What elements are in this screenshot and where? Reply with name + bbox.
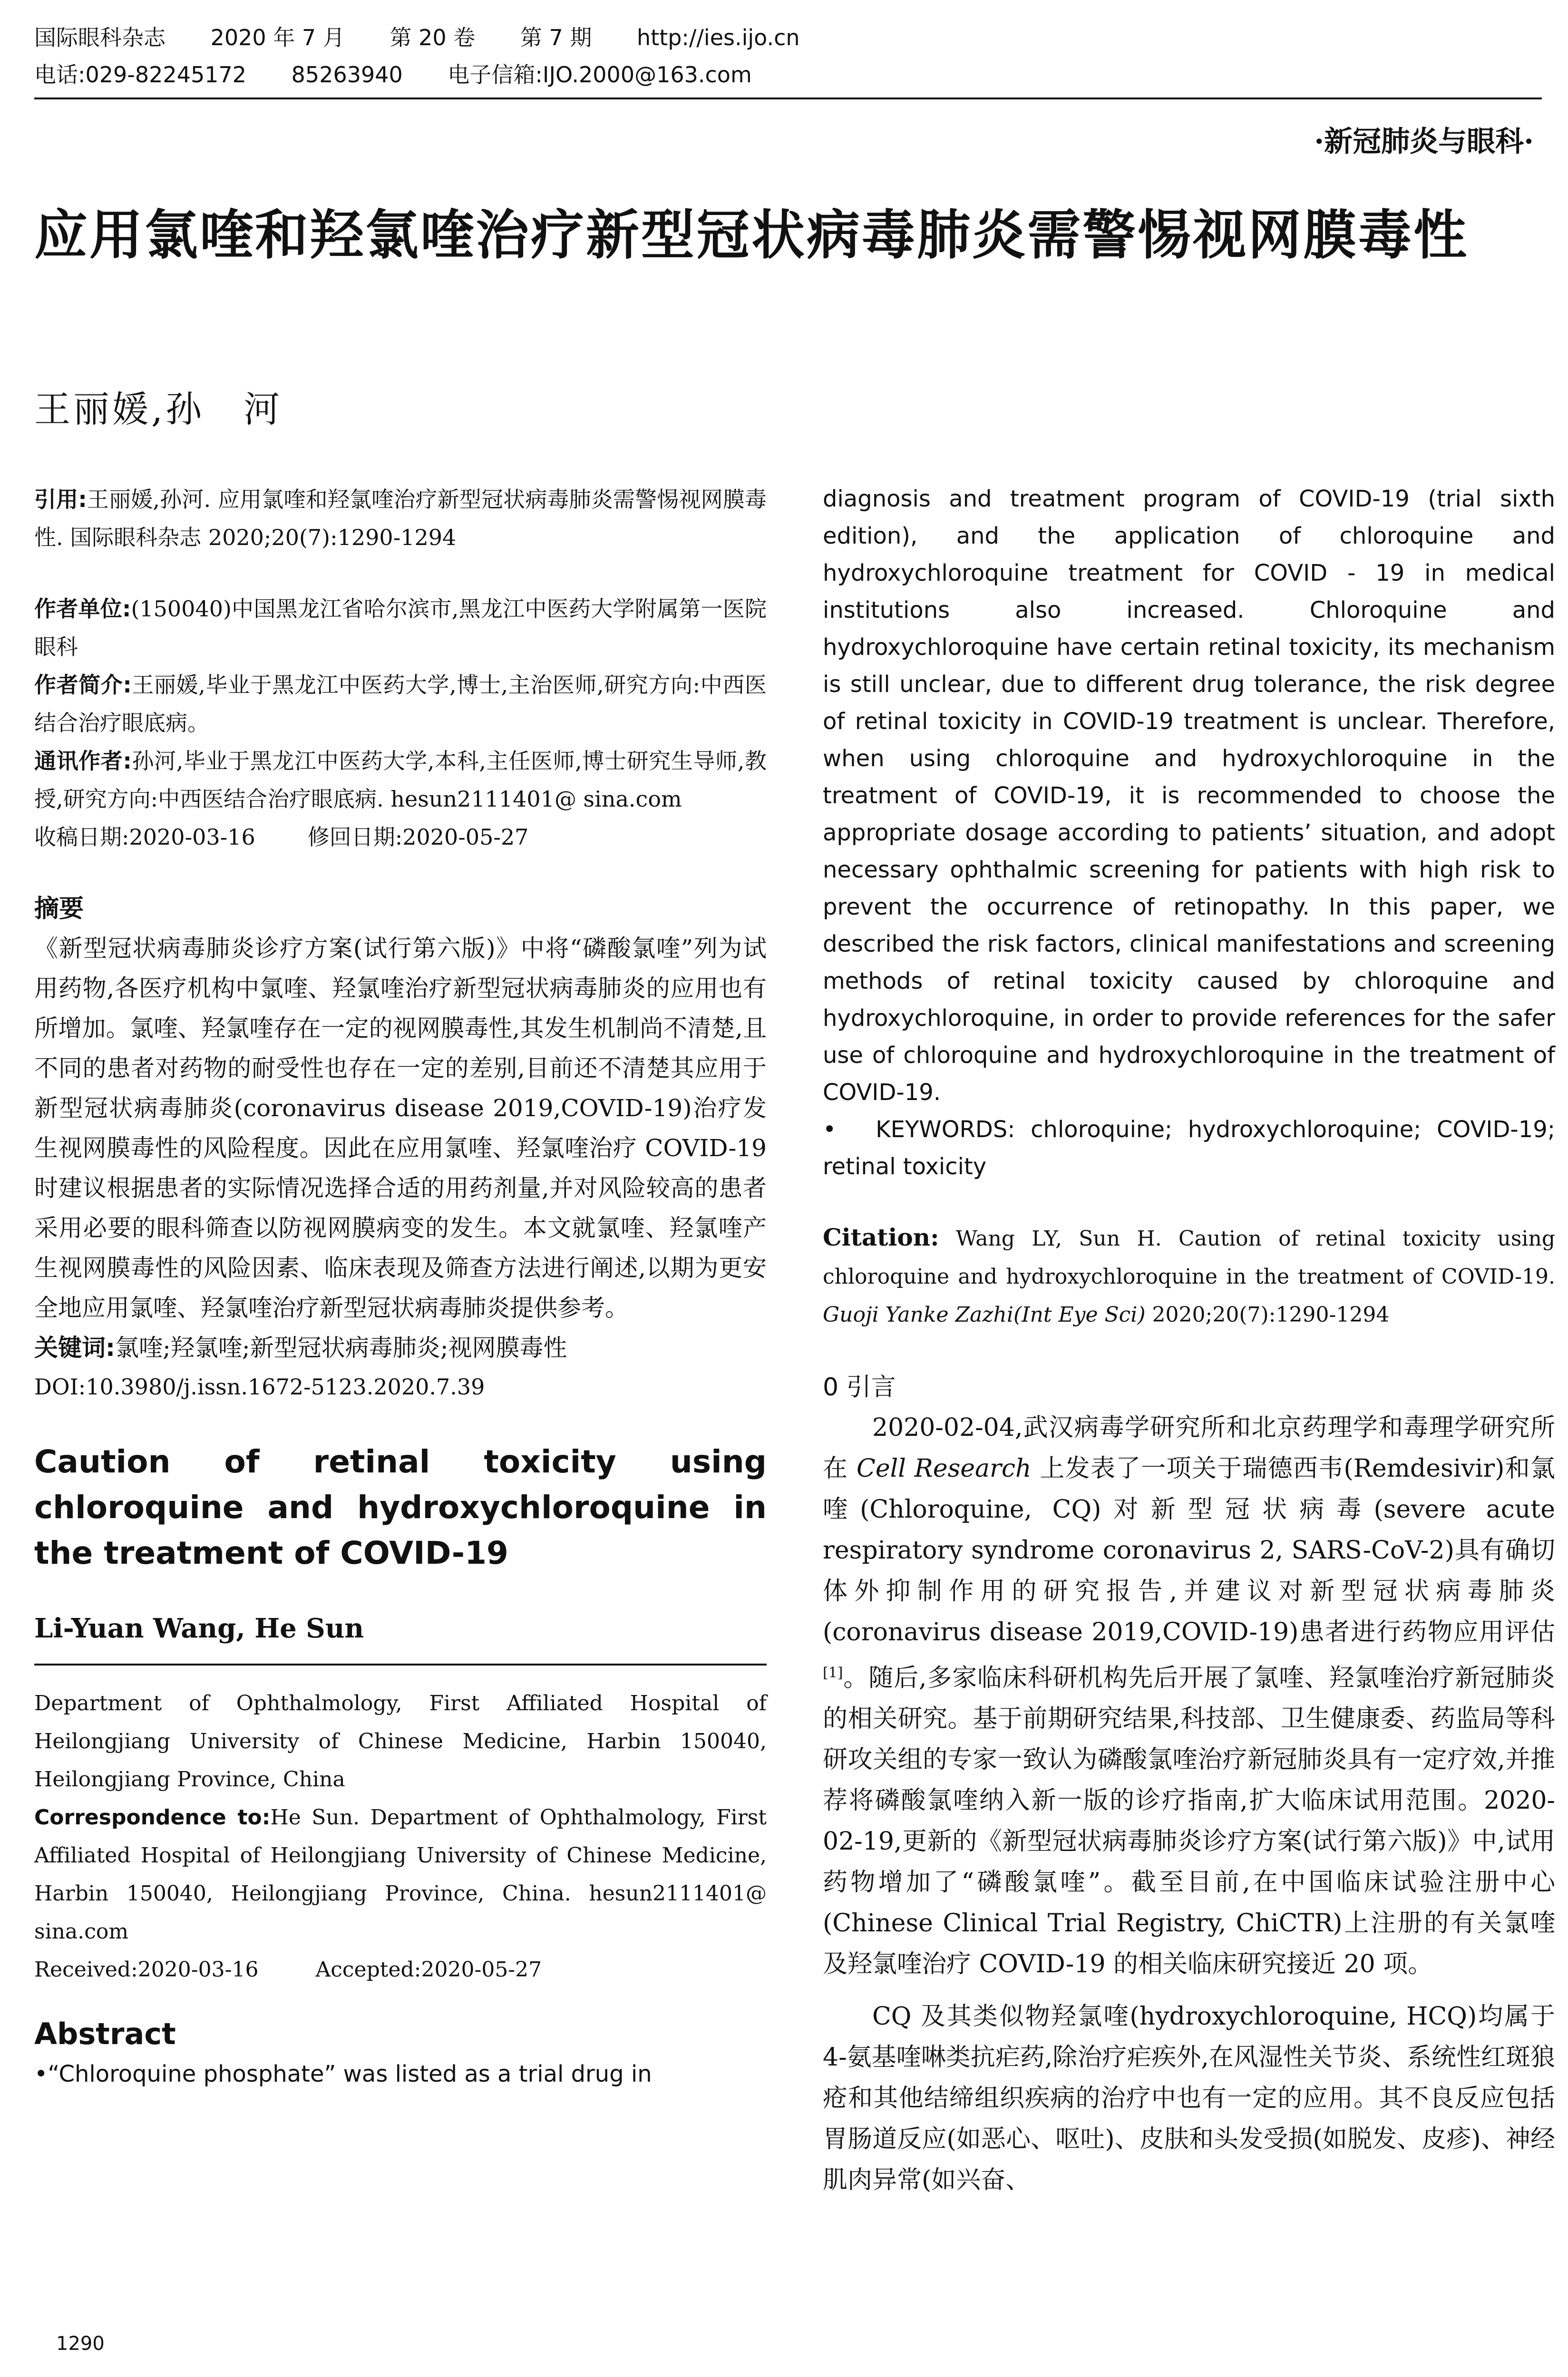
email[interactable]: 电子信箱:IJO.2000@163.com [448,62,752,88]
abstract-title-cn: 摘要 [34,895,84,923]
author-bio-text: 王丽媛,毕业于黑龙江中医药大学,博士,主治医师,研究方向:中西医结合治疗眼底病。 [34,672,767,736]
author-bio [34,666,767,742]
correspondence-en-label: Correspondence to: [34,1805,271,1830]
corresponding-text: 孙河,毕业于黑龙江中医药大学,本科,主任医师,博士研究生导师,教授,研究方向:中西医结合治疗眼底病. hesun2111401@ sina.com [34,748,767,812]
authors-en: Li-Yuan Wang, He Sun [34,1613,364,1644]
citation-cn [34,480,767,556]
intro-p1-part-b: 上发表了一项关于瑞德西韦(Remdesivir)和氯喹(Chloroquine, CQ)对新型冠状病毒(severe acute respiratory syndrome coronavirus 2, SARS-CoV-2)具有确切体外抑制作用的研究报告,并建议对新型冠状病毒肺炎(coronavirus disease 2019,COVID-19)患者进行药物应用评估 [823,1454,1555,1646]
dates-cn [34,818,767,856]
affiliation-en: Department of Ophthalmology, First Affiliated Hospital of Heilongjiang University of Chinese Medicine, Harbin 150040, Heilongjiang Province, China [34,1691,767,1792]
citation-en-tail: 2020;20(7):1290-1294 [1152,1303,1390,1327]
right-column [823,480,1555,2201]
keywords-en: • KEYWORDS: chloroquine; hydroxychloroquine; COVID-19; retinal toxicity [823,1116,1555,1180]
left-column [34,480,767,2093]
citation-en [823,1218,1555,1334]
citation-cn-text: 王丽媛,孙河. 应用氯喹和羟氯喹治疗新型冠状病毒肺炎需警惕视网膜毒性. 国际眼科杂志 2020;20(7):1290-1294 [34,487,767,550]
citation-en-text: Wang LY, Sun H. Caution of retinal toxicity using chloroquine and hydroxychloroquine in the treatment of COVID-19. [823,1227,1555,1289]
intro-p1-part-a: 2020-02-04,武汉病毒学研究所和北京药理学和毒理学研究所在 [823,1413,1555,1483]
received-date-cn: 收稿日期:2020-03-16 [34,824,255,850]
article-title: 应用氯喹和羟氯喹治疗新型冠状病毒肺炎需警惕视网膜毒性 [34,205,1469,266]
citation-cn-label: 引用: [34,487,87,512]
issue-number: 第 7 期 [520,25,592,50]
phone-2: 85263940 [291,62,403,88]
authors-rule [34,1664,767,1666]
correspondence-en-text: He Sun. Department of Ophthalmology, First Affiliated Hospital of Heilongjiang University of Chinese Medicine, Harbin 150040, Heilongjiang Province, China. hesun2111401@ sina.com [34,1805,767,1944]
author-unit-text: (150040)中国黑龙江省哈尔滨市,黑龙江中医药大学附属第一医院眼科 [34,596,767,660]
intro-paragraph-2: CQ 及其类似物羟氯喹(hydroxychloroquine, HCQ)均属于 4-氨基喹啉类抗疟药,除治疗疟疾外,在风湿性关节炎、系统性红斑狼疮和其他结缔组织疾病的治疗中也有一定的应用。其不良反应包括胃肠道反应(如恶心、呕吐)、皮肤和头发受损(如脱发、皮疹)、神经肌肉异常(如兴奋、 [823,2002,1555,2195]
accepted-date-en: Accepted:2020-05-27 [315,1958,542,1982]
volume: 第 20 卷 [390,25,476,50]
abstract-text-en-start: •“Chloroquine phosphate” was listed as a trial drug in [34,2061,652,2087]
keywords-cn-label: 关键词: [34,1334,115,1362]
abstract-title-en: Abstract [34,2017,176,2051]
keywords-cn [34,1328,767,1368]
revised-date-cn: 修回日期:2020-05-27 [307,824,529,850]
phone: 电话:029-82245172 [34,62,247,88]
intro-p1-journal: Cell Research [857,1454,1032,1483]
intro-p1-part-c: 。随后,多家临床科研机构先后开展了氯喹、羟氯喹治疗新冠肺炎的相关研究。基于前期研究结果,科技部、卫生健康委、药监局等科研攻关组的专家一致认为磷酸氯喹治疗新冠肺炎具有一定疗效,并推荐将磷酸氯喹纳入新一版的诊疗指南,扩大临床试用范围。2020-02-19,更新的《新型冠状病毒肺炎诊疗方案(试行第六版)》中,试用药物增加了“磷酸氯喹”。截至目前,在中国临床试验注册中心(Chinese Clinical Trial Registry, ChiCTR)上注册的有关氯喹及羟氯喹治疗 COVID-19 的相关临床研究接近 20 项。 [823,1664,1555,1979]
authors-cn: 王丽媛,孙 河 [34,388,283,430]
journal-url[interactable]: http://ies.ijo.cn [637,25,800,50]
section-heading-intro: 0 引言 [823,1373,896,1402]
author-bio-label: 作者简介: [34,672,132,698]
author-unit [34,590,767,666]
citation-en-label: Citation: [823,1223,939,1251]
intro-paragraph-1 [823,1407,1555,1985]
issue-date: 2020 年 7 月 [210,25,345,50]
citation-en-journal: Guoji Yanke Zazhi(Int Eye Sci) [823,1303,1146,1327]
journal-header [34,19,1532,93]
journal-name: 国际眼科杂志 [34,25,166,50]
correspondence-en [34,1799,767,1951]
abstract-text-en-continued: diagnosis and treatment program of COVID-19 (trial sixth edition), and the application of chloroquine and hydroxychloroquine treatment for COVID - 19 in medical institutions also increased. Chloroquine and hydroxychloroquine have certain retinal toxicity, its mechanism is still unclear, due to different drug tolerance, the risk degree of retinal toxicity in COVID-19 treatment is unclear. Therefore, when using chloroquine and hydroxychloroquine in the treatment of COVID-19, it is recommended to choose the appropriate dosage according to patients’ situation, and adopt necessary ophthalmic screening for patients with high risk to prevent the occurrence of retinopathy. In this paper, we described the risk factors, clinical manifestations and screening methods of retinal toxicity caused by chloroquine and hydroxychloroquine, in order to provide references for the safer use of chloroquine and hydroxychloroquine in the treatment of COVID-19. [823,486,1555,1106]
received-date-en: Received:2020-03-16 [34,1958,259,1982]
intro-p1-reference[interactable]: [1] [823,1665,843,1681]
doi[interactable]: DOI:10.3980/j.issn.1672-5123.2020.7.39 [34,1374,485,1400]
section-tag: ·新冠肺炎与眼科· [1314,125,1534,158]
abstract-text-cn: 《新型冠状病毒肺炎诊疗方案(试行第六版)》中将“磷酸氯喹”列为试用药物,各医疗机构中氯喹、羟氯喹治疗新型冠状病毒肺炎的应用也有所增加。氯喹、羟氯喹存在一定的视网膜毒性,其发生机制尚不清楚,且不同的患者对药物的耐受性也存在一定的差别,目前还不清楚其应用于新型冠状病毒肺炎(coronavirus disease 2019,COVID-19)治疗发生视网膜毒性的风险程度。因此在应用氯喹、羟氯喹治疗 COVID-19 时建议根据患者的实际情况选择合适的用药剂量,并对风险较高的患者采用必要的眼科筛查以防视网膜病变的发生。本文就氯喹、羟氯喹产生视网膜毒性的风险因素、临床表现及筛查方法进行阐述,以期为更安全地应用氯喹、羟氯喹治疗新型冠状病毒肺炎提供参考。 [34,935,767,1322]
page-number: 1290 [56,2333,105,2355]
header-rule [34,97,1542,99]
corresponding-author [34,742,767,818]
dates-en [34,1951,767,1989]
corresponding-label: 通讯作者: [34,748,132,774]
keywords-cn-text: 氯喹;羟氯喹;新型冠状病毒肺炎;视网膜毒性 [115,1334,567,1362]
author-unit-label: 作者单位: [34,596,131,622]
article-title-en: Caution of retinal toxicity using chloroquine and hydroxychloroquine in the treatment of COVID-19 [34,1443,767,1571]
